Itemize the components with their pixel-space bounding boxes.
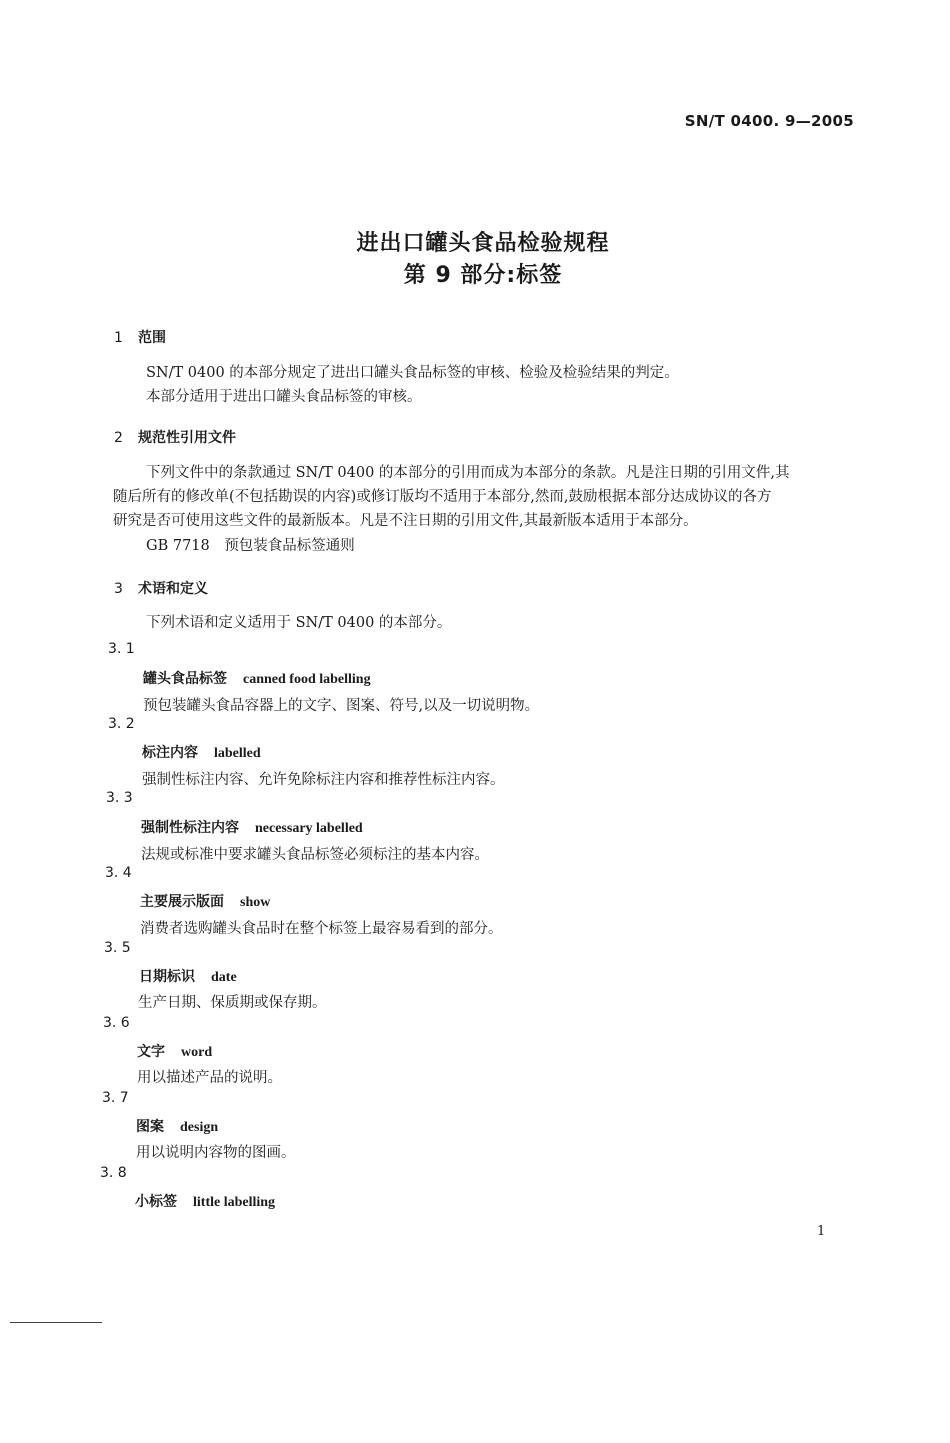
- term-english: show: [240, 895, 271, 910]
- term-heading: [143, 668, 371, 688]
- term-heading: [139, 966, 237, 986]
- term-heading: [140, 891, 270, 911]
- term-number: 3. 7: [102, 1090, 129, 1106]
- term-heading: [136, 1116, 218, 1136]
- term-english: labelled: [214, 746, 261, 761]
- term-definition: 消费者选购罐头食品时在整个标签上最容易看到的部分。: [140, 921, 503, 937]
- term-english: canned food labelling: [243, 672, 371, 687]
- term-number: 3. 5: [104, 940, 131, 956]
- term-number: 3. 6: [103, 1015, 130, 1031]
- section-2-paragraph-line-2: 随后所有的修改单(不包括勘误的内容)或修订版均不适用于本部分,然而,鼓励根据本部分达成协议的各方: [113, 489, 772, 505]
- term-chinese: 罐头食品标签: [143, 671, 227, 687]
- term-definition: 法规或标准中要求罐头食品标签必须标注的基本内容。: [141, 847, 489, 863]
- term-chinese: 小标签: [135, 1194, 177, 1210]
- term-heading: [135, 1191, 275, 1211]
- section-1-heading: [114, 327, 166, 347]
- term-definition: 强制性标注内容、允许免除标注内容和推荐性标注内容。: [142, 772, 505, 788]
- term-chinese: 主要展示版面: [140, 894, 224, 910]
- term-number: 3. 2: [108, 716, 135, 732]
- term-heading: [141, 817, 363, 837]
- section-title: 术语和定义: [138, 581, 208, 597]
- standard-code: SN/T 0400. 9—2005: [684, 112, 854, 130]
- section-2-heading: [114, 427, 236, 447]
- section-3-heading: [114, 578, 208, 598]
- term-chinese: 文字: [137, 1044, 165, 1060]
- section-number: 3: [114, 581, 123, 597]
- term-chinese: 标注内容: [142, 745, 198, 761]
- term-definition: 用以描述产品的说明。: [137, 1070, 282, 1086]
- term-number: 3. 1: [108, 641, 135, 657]
- term-english: date: [211, 970, 237, 985]
- footer-divider: [10, 1322, 102, 1323]
- term-number: 3. 4: [105, 865, 132, 881]
- term-definition: 用以说明内容物的图画。: [136, 1145, 296, 1161]
- term-heading: [142, 742, 261, 762]
- term-number: 3. 3: [106, 790, 133, 806]
- section-title: 范围: [138, 330, 166, 346]
- document-title: 进出口罐头食品检验规程: [356, 231, 610, 256]
- normative-reference-gb7718: GB 7718 预包装食品标签通则: [146, 538, 355, 554]
- page-number: 1: [817, 1224, 826, 1239]
- term-heading: [137, 1041, 212, 1061]
- term-english: necessary labelled: [255, 821, 363, 836]
- term-english: word: [181, 1045, 213, 1060]
- section-3-intro: 下列术语和定义适用于 SN/T 0400 的本部分。: [146, 615, 452, 631]
- section-2-paragraph-line-3: 研究是否可使用这些文件的最新版本。凡是不注日期的引用文件,其最新版本适用于本部分。: [113, 513, 698, 529]
- section-number: 1: [114, 330, 123, 346]
- term-chinese: 图案: [136, 1119, 164, 1135]
- term-definition: 预包装罐头食品容器上的文字、图案、符号,以及一切说明物。: [143, 698, 540, 714]
- term-number: 3. 8: [100, 1165, 127, 1181]
- section-1-paragraph-2: 本部分适用于进出口罐头食品标签的审核。: [146, 389, 422, 405]
- term-chinese: 强制性标注内容: [141, 820, 239, 836]
- section-number: 2: [114, 430, 123, 446]
- term-english: design: [180, 1120, 219, 1135]
- term-english: little labelling: [193, 1195, 276, 1210]
- term-definition: 生产日期、保质期或保存期。: [138, 995, 327, 1011]
- section-title: 规范性引用文件: [138, 430, 236, 446]
- section-2-paragraph-line-1: 下列文件中的条款通过 SN/T 0400 的本部分的引用而成为本部分的条款。凡是注日期的引用文件,其: [146, 465, 790, 481]
- section-1-paragraph-1: SN/T 0400 的本部分规定了进出口罐头食品标签的审核、检验及检验结果的判定。: [146, 365, 679, 381]
- term-chinese: 日期标识: [139, 969, 195, 985]
- document-subtitle: 第 9 部分:标签: [403, 263, 563, 288]
